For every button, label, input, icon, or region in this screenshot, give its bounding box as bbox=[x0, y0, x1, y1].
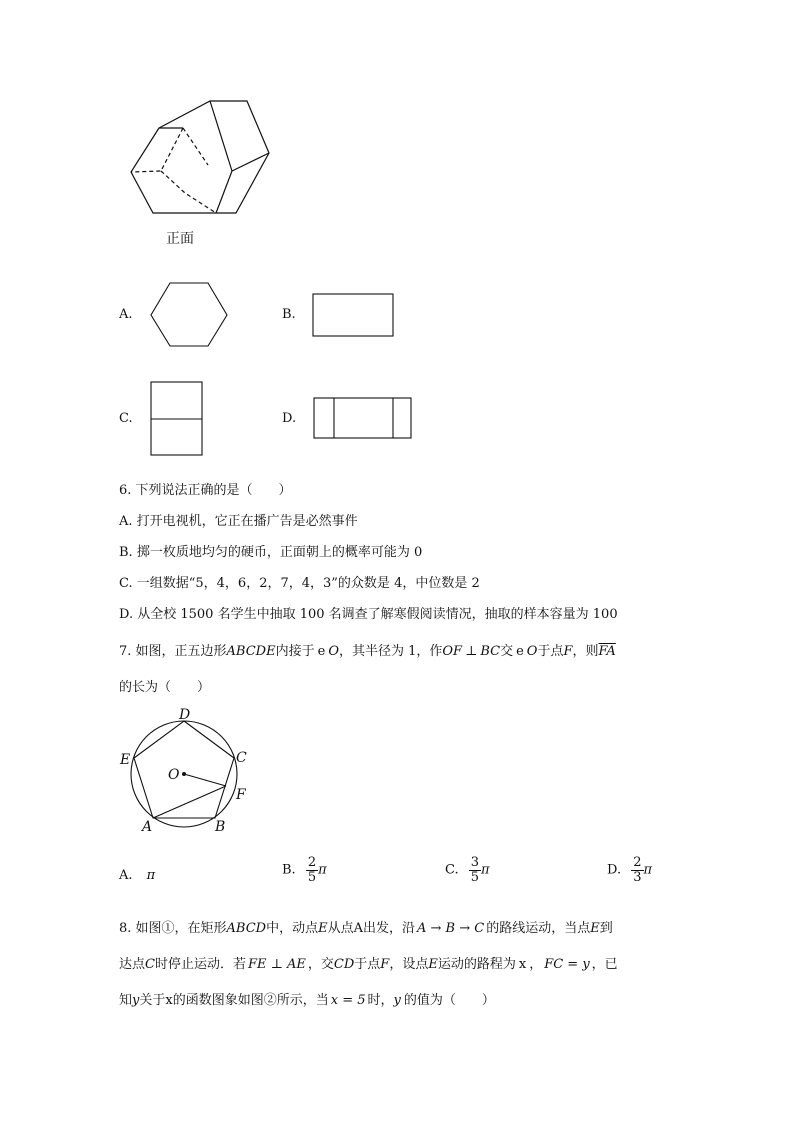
q6-option-d: D. 从全校 1500 名学生中抽取 100 名调查了解寒假阅读情况，抽取的样本容量为 100 bbox=[119, 607, 618, 622]
q7-option-d: D. $\frac{2}{3}$ π bbox=[607, 855, 653, 885]
label-a: A bbox=[142, 819, 153, 835]
label-e: E bbox=[120, 752, 131, 768]
q6-option-b: B. 掷一枚质地均匀的硬币，正面朝上的概率可能为 0 bbox=[119, 545, 423, 560]
q8-line-1: 8. 如图①，在矩形ABCD中，动点E从点A出发，沿 A → B → C 的路线运动，当点E到 bbox=[119, 921, 613, 936]
label-f: F bbox=[236, 787, 246, 803]
label-o: O bbox=[168, 767, 180, 783]
figure-caption: 正面 bbox=[166, 231, 194, 247]
q8-line-2: 达点C时停止运动．若 FE ⊥ AE ，交CD于点F，设点E运动的路程为 x ， FC = y ，已 bbox=[119, 957, 618, 972]
q6-option-a: A. 打开电视机，它正在播广告是必然事件 bbox=[119, 514, 358, 529]
q8-line-3: 知y关于x的函数图象如图②所示，当 x = 5 时，y 的值为（ ） bbox=[119, 993, 495, 1008]
q6-option-c: C. 一组数据“5，4，6，2，7，4，3”的众数是 4，中位数是 2 bbox=[119, 576, 480, 591]
q7-stem-tail: 的长为（ ） bbox=[119, 680, 211, 695]
q7-stem: 7. 如图，正五边形ABCDE内接于 e O，其半径为 1，作OF ⊥ BC交 e O于点F，则$\overline{FA}$ bbox=[119, 644, 616, 659]
label-c: C bbox=[236, 750, 247, 766]
label-b: B bbox=[215, 819, 226, 835]
option-c-label: C. bbox=[119, 411, 133, 426]
q7-option-b: B. $\frac{2}{5}$ π bbox=[282, 855, 327, 885]
q6-stem: 6. 下列说法正确的是（ ） bbox=[119, 483, 292, 498]
label-d: D bbox=[179, 707, 191, 723]
option-a-label: A. bbox=[119, 307, 133, 322]
option-d-label: D. bbox=[282, 411, 297, 426]
q7-option-c: C. $\frac{3}{5}$ π bbox=[445, 855, 490, 885]
option-b-label: B. bbox=[282, 307, 296, 322]
q7-option-a: A. π bbox=[119, 868, 156, 883]
